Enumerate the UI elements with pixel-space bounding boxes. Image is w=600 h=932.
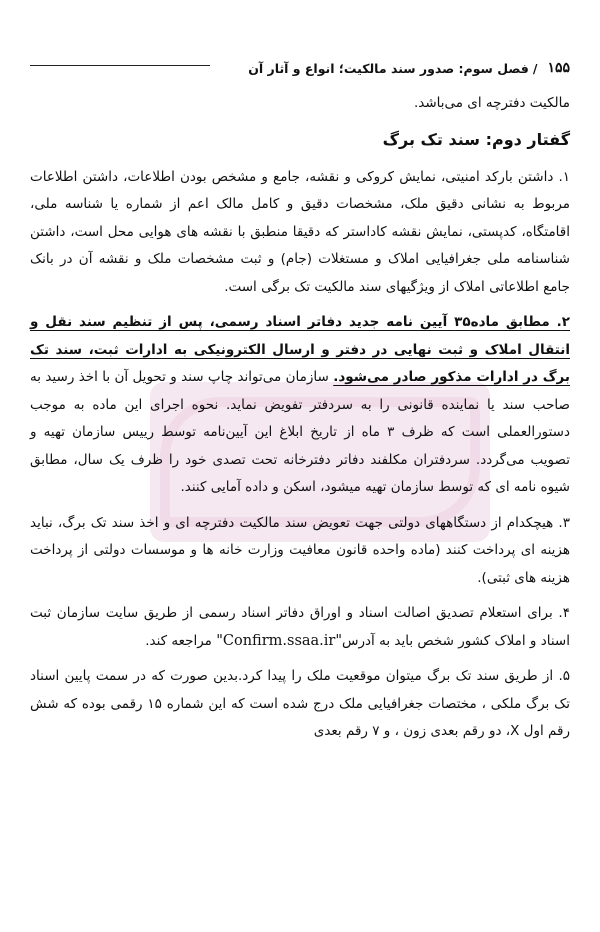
section-heading: گفتار دوم: سند تک برگ bbox=[382, 129, 570, 149]
running-title: فصل سوم: صدور سند مالکیت؛ انواع و آثار آن bbox=[248, 61, 529, 76]
item-2 bbox=[30, 309, 570, 502]
header-rule bbox=[30, 65, 210, 66]
header-separator: / bbox=[532, 61, 538, 76]
page-number: ۱۵۵ bbox=[547, 60, 570, 76]
item-4 bbox=[30, 600, 570, 655]
confirm-url: "Confirm.ssaa.ir" bbox=[216, 632, 343, 649]
intro-line: مالکیت دفترچه ای می‌باشد. bbox=[413, 95, 570, 111]
item-1: ۱. داشتن بارکد امنیتی، نمایش کروکی و نقشه، جامع و مشخص بودن اطلاعات، داشتن اطلاعات مربوط به نشانی دقیق ملک، مشخصات دقیق و کامل مالک اعم از شماره یا شناسه ملی، اقامتگاه، کدپستی، نمایش نقشه کاداستر که دقیقا منطبق با نقشه های هوایی محل است، داشتن شناسنامه ملی جغرافیایی املاک و مستغلات (جام) و ثبت مشخصات ملک و نقشه آن در بانک جامع اطلاعاتی املاک از ویژگیهای سند مالکیت تک برگی است. bbox=[30, 168, 570, 295]
item-5: ۵. از طریق سند تک برگ میتوان موقعیت ملک را پیدا کرد.بدین صورت که در سمت پایین اسناد تک برگ ملکی ، مختصات جغرافیایی ملک درج شده است که این شماره ۱۵ رقمی بوده که شش رقم اول X، دو رقم بعدی زون ، و ۷ رقم بعدی bbox=[30, 668, 570, 739]
item-4-text: ۴. برای استعلام تصدیق اصالت اسناد و اوراق دفاتر اسناد رسمی از طریق سایت سازمان ثبت اسناد و املاک کشور شخص باید به آدرس bbox=[30, 605, 570, 649]
item-3: ۳. هیچکدام از دستگاههای دولتی جهت تعویض سند مالکیت دفترچه ای و اخذ سند تک برگ، نباید هزینه ای پرداخت کنند (ماده واحده قانون معافیت وزارت خانه ها و موسسات دولتی از پرداخت هزینه های ثبتی). bbox=[30, 514, 570, 586]
item-2-rest: سازمان می‌تواند چاپ سند و تحویل آن با اخذ رسید به صاحب سند یا نماینده قانونی را به سردفتر تفویض نماید. نحوه اجرای این ماده به موجب دستورالعملی است که ظرف ۳ ماه از تاریخ ابلاغ این آیین‌نامه توسط رییس سازمان تهیه و تصویب می‌گردد. سردفتران مکلفند دفاتر دفترخانه تحت تصدی خود را ظرف یک سال، مطابق شیوه نامه ای که توسط سازمان تهیه میشود، اسکن و داده آمایی کنند. bbox=[30, 369, 570, 495]
item-2-bold: ۲. مطابق ماده۳۵ آیین نامه جدید دفاتر اسناد رسمی، پس از تنظیم سند نقل و انتقال املاک و ثبت نهایی در دفتر و ارسال الکترونیکی به ادارات ثبت، سند تک برگ در ادارات مذکور صادر می‌شود. bbox=[30, 314, 570, 385]
item-4-after: مراجعه کند. bbox=[145, 632, 212, 649]
book-page bbox=[30, 44, 570, 924]
page-body bbox=[30, 90, 570, 754]
running-header bbox=[30, 44, 570, 76]
